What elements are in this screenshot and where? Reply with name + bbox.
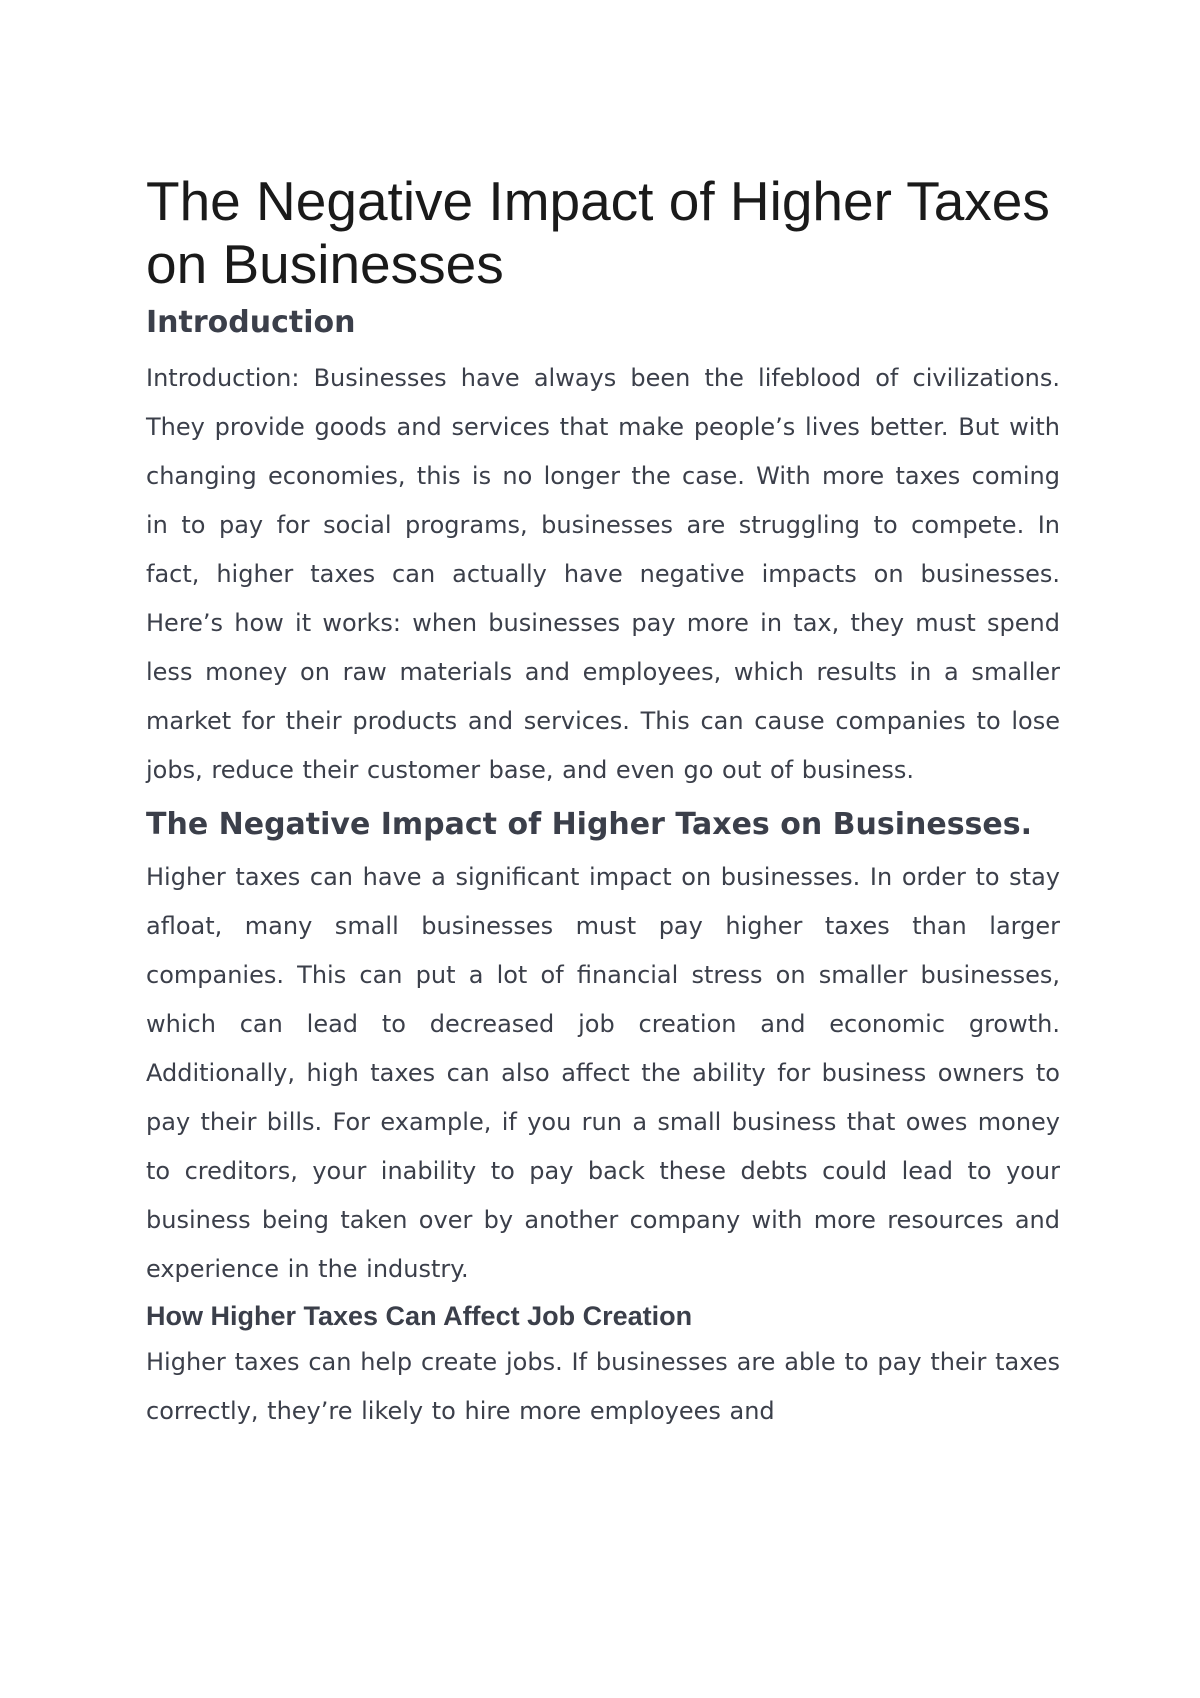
- introduction-heading: Introduction: [146, 305, 356, 340]
- negative-impact-paragraph: Higher taxes can have a significant impact on businesses. In order to stay afloat, many small businesses must pay higher taxes than larger companies. This can put a lot of financial stress on smaller businesses, which can lead to decreased job creation and economic growth. Additionally, high taxes can also affect the ability for business owners to pay their bills. For example, if you run a small business that owes money to creditors, your inability to pay back these debts could lead to your business being taken over by another company with more resources and experience in the industry.: [146, 863, 1060, 1283]
- document-title: The Negative Impact of Higher Taxes on Businesses: [146, 170, 1050, 295]
- document-body: [146, 170, 1060, 1436]
- job-creation-paragraph: Higher taxes can help create jobs. If businesses are able to pay their taxes correctly, they’re likely to hire more employees and: [146, 1348, 1060, 1425]
- job-creation-heading: How Higher Taxes Can Affect Job Creation: [146, 1301, 693, 1331]
- negative-impact-heading: The Negative Impact of Higher Taxes on Businesses.: [146, 807, 1033, 842]
- introduction-paragraph: Introduction: Businesses have always been the lifeblood of civilizations. They provide goods and services that make people’s lives better. But with changing economies, this is no longer the case. With more taxes coming in to pay for social programs, businesses are struggling to compete. In fact, higher taxes can actually have negative impacts on businesses. Here’s how it works: when businesses pay more in tax, they must spend less money on raw materials and employees, which results in a smaller market for their products and services. This can cause companies to lose jobs, reduce their customer base, and even go out of business.: [146, 364, 1060, 784]
